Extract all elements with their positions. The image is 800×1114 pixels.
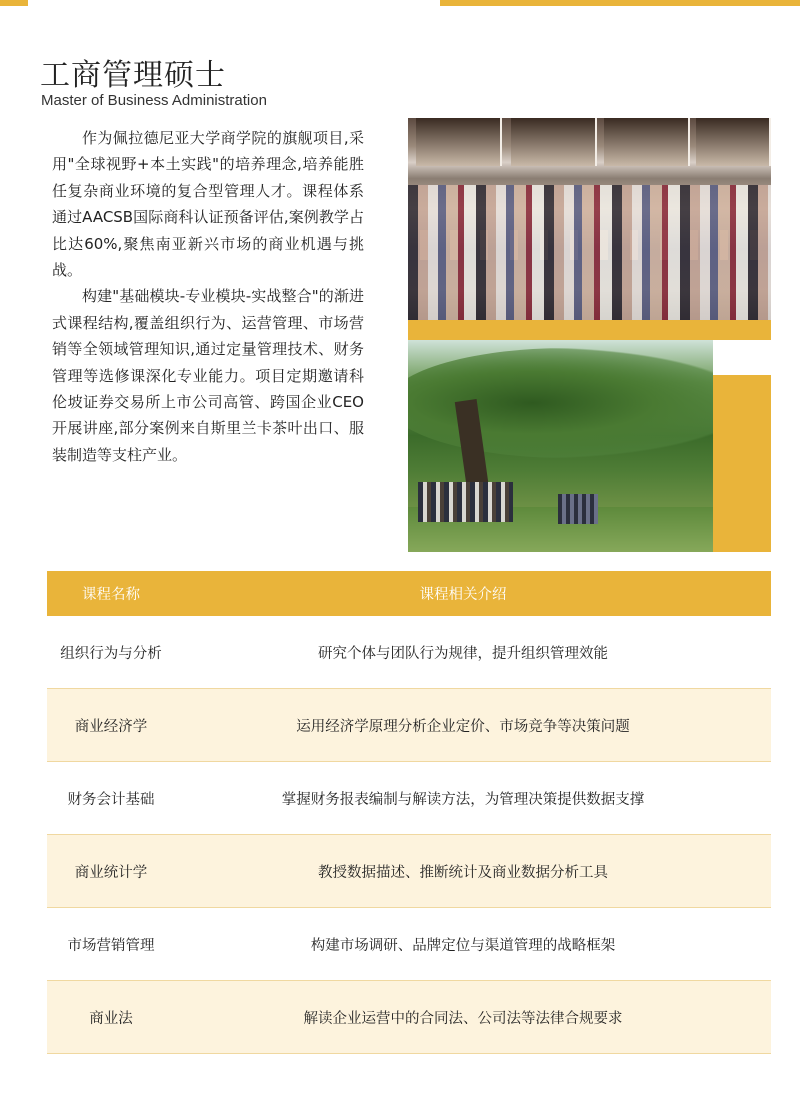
photo-strip-2 [511, 118, 597, 166]
course-name: 财务会计基础 [67, 791, 155, 808]
page-title: 工商管理硕士 [40, 58, 226, 93]
photo-canopy [408, 348, 713, 458]
course-desc: 教授数据描述、推断统计及商业数据分析工具 [318, 864, 608, 881]
course-name: 商业统计学 [74, 864, 148, 881]
course-name: 商业经济学 [74, 718, 148, 735]
intro-text [52, 125, 364, 468]
table-header [47, 571, 771, 616]
page-subtitle: Master of Business Administration [41, 92, 267, 109]
course-name: 市场营销管理 [67, 937, 155, 954]
top-accent-bar-left [0, 0, 28, 6]
table-row [47, 835, 771, 908]
course-desc: 构建市场调研、品牌定位与渠道管理的战略框架 [310, 937, 616, 954]
gold-accent-block [713, 375, 771, 552]
header-course-name: 课程名称 [82, 587, 140, 603]
group-photo [408, 118, 771, 320]
top-accent-bar-right [440, 0, 800, 6]
campus-tree-photo [408, 340, 713, 552]
course-desc: 运用经济学原理分析企业定价、市场竞争等决策问题 [296, 718, 630, 735]
table-row [47, 616, 771, 689]
table-row [47, 908, 771, 981]
photo-strip-4 [696, 118, 771, 166]
photo-people [408, 185, 771, 320]
course-desc: 解读企业运营中的合同法、公司法等法律合规要求 [303, 1010, 623, 1027]
intro-paragraph-1: 作为佩拉德尼亚大学商学院的旗舰项目,采用"全球视野+本土实践"的培养理念,培养能胜任复杂商业环境的复合型管理人才。课程体系通过AACSB国际商科认证预备评估,案例教学占比达60%,聚焦南亚新兴市场的商业机遇与挑战。 [52, 129, 364, 280]
photo-crowd-2 [558, 494, 598, 524]
header-course-desc: 课程相关介绍 [419, 587, 507, 603]
course-desc: 研究个体与团队行为规律，提升组织管理效能 [318, 645, 608, 662]
course-table [47, 571, 771, 1054]
table-row [47, 981, 771, 1054]
photo-crowd [418, 482, 513, 522]
table-row [47, 689, 771, 762]
course-name: 商业法 [89, 1010, 133, 1027]
intro-paragraph-2: 构建"基础模块-专业模块-实战整合"的渐进式课程结构,覆盖组织行为、运营管理、市场营销等全领域管理知识,通过定量管理技术、财务管理等选修课深化专业能力。项目定期邀请科伦坡证券交易所上市公司高管、跨国企业CEO开展讲座,部分案例来自斯里兰卡茶叶出口、服装制造等支柱产业。 [52, 287, 364, 464]
gold-accent-band [408, 320, 771, 340]
photo-strip-1 [416, 118, 502, 166]
course-desc: 掌握财务报表编制与解读方法，为管理决策提供数据支撑 [281, 791, 645, 808]
table-row [47, 762, 771, 835]
course-name: 组织行为与分析 [60, 645, 162, 662]
photo-strip-3 [604, 118, 690, 166]
